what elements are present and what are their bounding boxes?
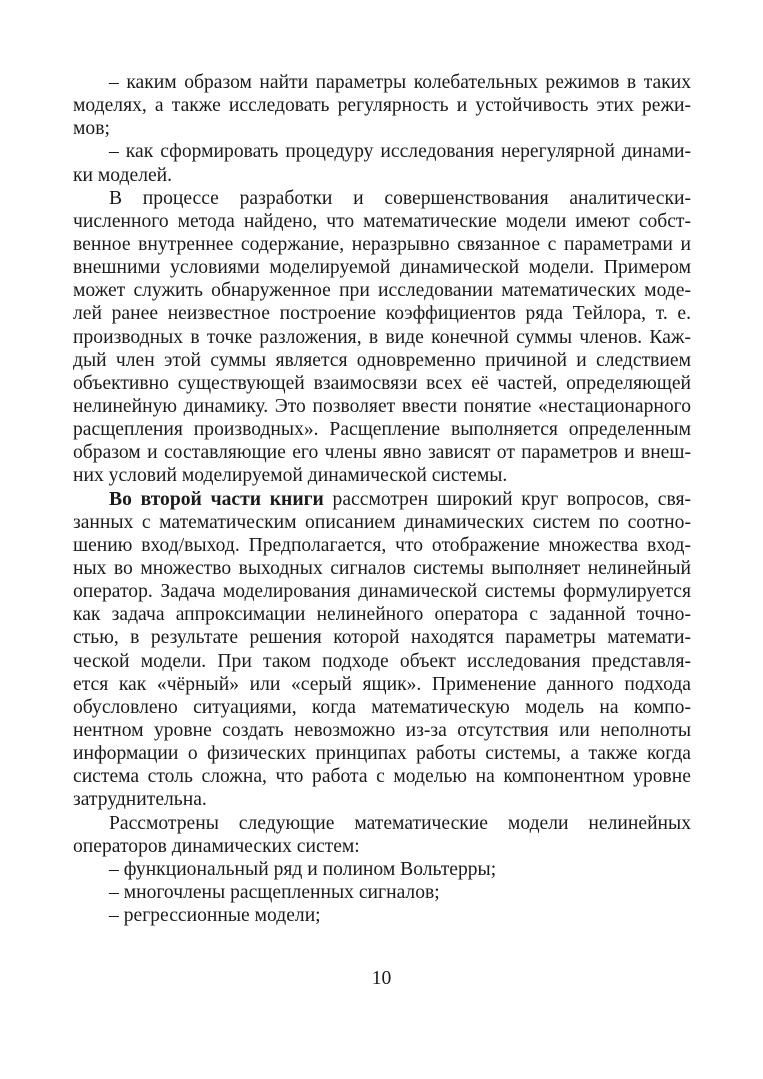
text-line: – регрессионные модели; bbox=[109, 905, 321, 927]
text-line: как задача аппроксимации нелинейного оператора с заданной точно- bbox=[73, 604, 691, 626]
bold-heading: Во второй части книги bbox=[109, 488, 324, 510]
text-line: производных в точке разложения, в виде конечной суммы членов. Каж- bbox=[73, 326, 691, 348]
text-line: численного метода найдено, что математические модели имеют собст- bbox=[73, 210, 691, 232]
text-line: может служить обнаруженное при исследовании математических моде- bbox=[73, 280, 691, 302]
text-line: образом и составляющие его члены явно зависят от параметров и внеш- bbox=[73, 442, 691, 464]
text-line: расщепления производных». Расщепление выполняется определенным bbox=[73, 419, 691, 441]
line-text: рассмотрен широкий круг вопросов, свя- bbox=[323, 488, 691, 510]
text-line: оператор. Задача моделирования динамической системы формулируется bbox=[73, 581, 691, 603]
text-line bbox=[73, 488, 691, 511]
text-line: занных с математическим описанием динамических систем по соотно- bbox=[73, 511, 691, 533]
text-line: объективно существующей взаимосвязи всех её частей, определяющей bbox=[73, 372, 691, 394]
text-line: система столь сложна, что работа с моделью на компонентном уровне bbox=[73, 766, 691, 788]
text-line: венное внутреннее содержание, неразрывно связанное с параметрами и bbox=[73, 233, 691, 255]
text-line: ческой модели. При таком подходе объект исследования представля- bbox=[73, 650, 691, 672]
text-line: дый член этой суммы является одновременно причиной и следствием bbox=[73, 349, 691, 371]
text-line: обусловлено ситуациями, когда математическую модель на компо- bbox=[73, 696, 691, 718]
text-line: них условий моделируемой динамической системы. bbox=[73, 465, 508, 487]
text-line: – функциональный ряд и полином Вольтерры; bbox=[109, 858, 497, 880]
text-line: внешними условиями моделируемой динамической модели. Примером bbox=[73, 257, 691, 279]
text-line: В процессе разработки и совершенствования аналитически- bbox=[109, 187, 691, 209]
text-line: – как сформировать процедуру исследования нерегулярной динами- bbox=[109, 141, 691, 163]
document-body bbox=[73, 71, 691, 927]
text-line: лей ранее неизвестное построение коэффициентов ряда Тейлора, т. е. bbox=[73, 303, 691, 325]
text-line: шению вход/выход. Предполагается, что отображение множества вход- bbox=[73, 534, 691, 556]
text-line: – каким образом найти параметры колебательных режимов в таких bbox=[109, 72, 691, 93]
text-line: операторов динамических систем: bbox=[73, 835, 360, 857]
text-line: ки моделей. bbox=[73, 164, 173, 186]
text-line: нентном уровне создать невозможно из-за отсутствия или неполноты bbox=[73, 719, 691, 741]
text-line: Рассмотрены следующие математические модели нелинейных bbox=[109, 812, 691, 834]
text-line: информации о физических принципах работы системы, а также когда bbox=[73, 743, 691, 765]
text-line: моделях, а также исследовать регулярность и устойчивость этих режи- bbox=[73, 95, 691, 117]
text-line: ется как «чёрный» или «серый ящик». Применение данного подхода bbox=[73, 673, 691, 695]
text-line: – многочлены расщепленных сигналов; bbox=[109, 881, 440, 903]
text-line: мов; bbox=[73, 118, 110, 140]
text-line: нелинейную динамику. Это позволяет ввести понятие «нестационарного bbox=[73, 395, 691, 417]
text-line: ных во множество выходных сигналов системы выполняет нелинейный bbox=[73, 557, 691, 579]
text-line: стью, в результате решения которой находятся параметры математи- bbox=[73, 627, 691, 649]
page-number: 10 bbox=[371, 968, 392, 989]
text-line: затруднительна. bbox=[73, 789, 207, 811]
